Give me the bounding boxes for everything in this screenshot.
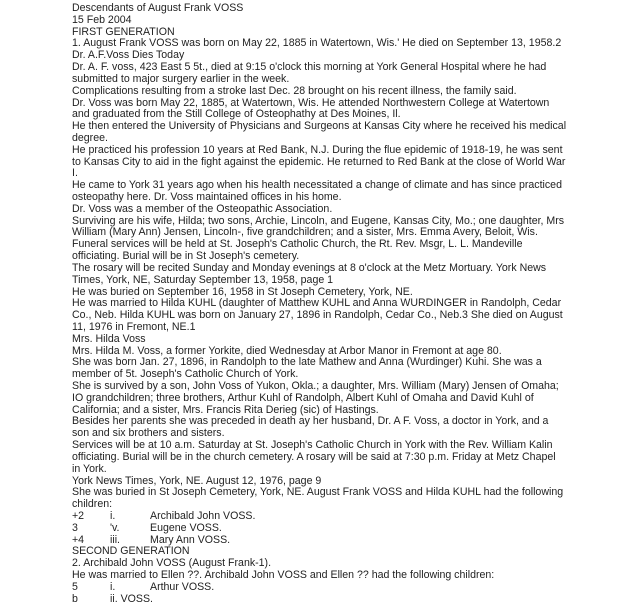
obituary-headline: Mrs. Hilda Voss [72,332,146,345]
text-line: Dr. Voss was born May 22, 1885, at Watertown, Wis. He attended Northwestern College at Watertown [72,96,550,109]
text-line: Complications resulting from a stroke last Dec. 28 brought on his recent illness, the family said. [72,84,517,97]
child-roman-numeral: 'v. [110,521,120,534]
text-line: Surviving are his wife, Hilda; two sons, Archie, Lincoln, and Eugene, Kansas City, Mo.; one daughter, Mrs [72,214,565,227]
text-line: IO grandchildren; three brothers, Arthur Kuhl of Randolph, Albert Kuhl of Omaha and David Kuhl of [72,391,534,404]
child-name: Arthur VOSS. [150,580,215,593]
text-line: He practiced his profession 10 years at Red Bank, N.J. During the flue epidemic of 1918-19, he was sent [72,143,563,156]
section-heading-first-generation: FIRST GENERATION [72,25,175,38]
child-number: 3 [72,521,78,534]
text-line: He was married to Hilda KUHL (daughter of Matthew KUHL and Anna WURDINGER in Randolph, Cedar [72,297,562,310]
child-roman-numeral: iii. [110,533,121,546]
section-heading-second-generation: SECOND GENERATION [72,545,190,558]
child-number: 5 [72,580,78,593]
text-line: Dr. Voss was a member of the Osteopathic Association. [72,202,333,215]
child-roman-numeral: i. [110,509,116,522]
text-line: and graduated from the Still College of Osteophathy at Des Moines, Il. [72,108,401,121]
text-line: children: [72,498,113,511]
child-roman-numeral: ii. VOSS. [110,592,153,605]
document-title: Descendants of August Frank VOSS [72,2,244,14]
child-number: b [72,592,78,605]
child-name: Eugene VOSS. [150,521,222,534]
child-number: +4 [72,533,85,546]
text-line: Times, York, NE, Saturday September 13, 1958, page 1 [72,273,334,286]
text-line: I. [72,167,78,180]
text-line: 11, 1976 in Fremont, NE.1 [72,320,196,333]
text-line: osteopathy here. Dr. Voss maintained offices in his home. [72,191,342,203]
text-line: member of 5t. Joseph's Catholic Church of York. [72,368,299,381]
document-date: 15 Feb 2004 [72,13,132,26]
text-line: Dr. A. F. voss, 423 East 5 5t., died at 9:15 o'clock this morning at York General Hospital where he had [72,61,547,74]
text-line: He was buried on September 16, 1958 in St Joseph Cemetery, York, NE. [72,285,413,298]
obituary-headline: Dr. A.F.Voss Dies Today [72,49,185,62]
text-line: She is survived by a son, John Voss of Yukon, Okla.; a daughter, Mrs. William (Mary) Jensen of Omaha; [72,380,559,392]
child-name: Mary Ann VOSS. [150,533,231,546]
text-line: California; and a sister, Mrs. Francis Rita Derieg (sic) of Hastings. [72,403,379,416]
text-line: The rosary will be recited Sunday and Monday evenings at 8 o'clock at the Metz Mortuary. York News [72,261,547,274]
text-line: 1. August Frank VOSS was born on May 22, 1885 in Watertown, Wis.' He died on September 13, 1958.2 [72,37,562,50]
text-line: He came to York 31 years ago when his health necessitated a change of climate and has since practiced [72,179,562,192]
text-line: Co., Neb. Hilda KUHL was born on January 27, 1896 in Randolph, Cedar Co., Neb.3 She died on August [72,309,563,322]
text-line: She was born Jan. 27, 1896, in Randolph to the late Mathew and Anna (Wurdinger) Kuhi. She was a [72,356,542,369]
text-line: William (Mary Ann) Jensen, Lincoln-, five grandchildren; and a sister, Mrs. Emma Avery, Beloit, Wis. [72,226,538,239]
child-roman-numeral: i. [110,580,116,593]
text-line: He was married to Ellen ??. Archibald John VOSS and Ellen ?? had the following children: [72,569,495,581]
text-line: son and six brothers and sisters. [72,427,225,440]
text-line: Besides her parents she was preceded in death ay her husband, Dr. A F. Voss, a doctor in York, and a [72,415,549,428]
text-line: officiating. Burial will be in the church cemetery. A rosary will be said at 7:30 p.m. Friday at Metz Chapel [72,450,556,463]
source-citation: York News Times, York, NE. August 12, 1976, page 9 [72,474,322,487]
text-line: He then entered the University of Physicians and Surgeons at Kansas City where he received his medical [72,120,567,133]
child-name: Archibald John VOSS. [150,509,256,522]
text-line: Funeral services will be held at St. Joseph's Catholic Church, the Rt. Rev. Msgr, L. L. Mandeville [72,238,523,251]
child-entry-line [72,594,631,605]
text-line: submitted to major surgery earlier in the week. [72,72,290,85]
text-line: to Kansas City to aid in the fight against the epidemic. He returned to Red Bank at the close of World War [72,155,566,168]
text-line: degree. [72,131,108,144]
text-line: officiating. Burial will be in St Joseph's cemetery. [72,250,300,263]
text-line: She was buried in St Joseph Cemetery, York, NE. August Frank VOSS and Hilda KUHL had the following [72,486,564,499]
text-line: 2. Archibald John VOSS (August Frank-1). [72,557,272,570]
text-line: in York. [72,462,107,475]
text-line: Mrs. Hilda M. Voss, a former Yorkite, died Wednesday at Arbor Manor in Fremont at age 80. [72,344,502,357]
text-line: Services will be at 10 a.m. Saturday at St. Joseph's Catholic Church in York with the Rev. William Kalin [72,439,553,452]
child-number: +2 [72,509,85,522]
child-entry-line [72,582,631,594]
